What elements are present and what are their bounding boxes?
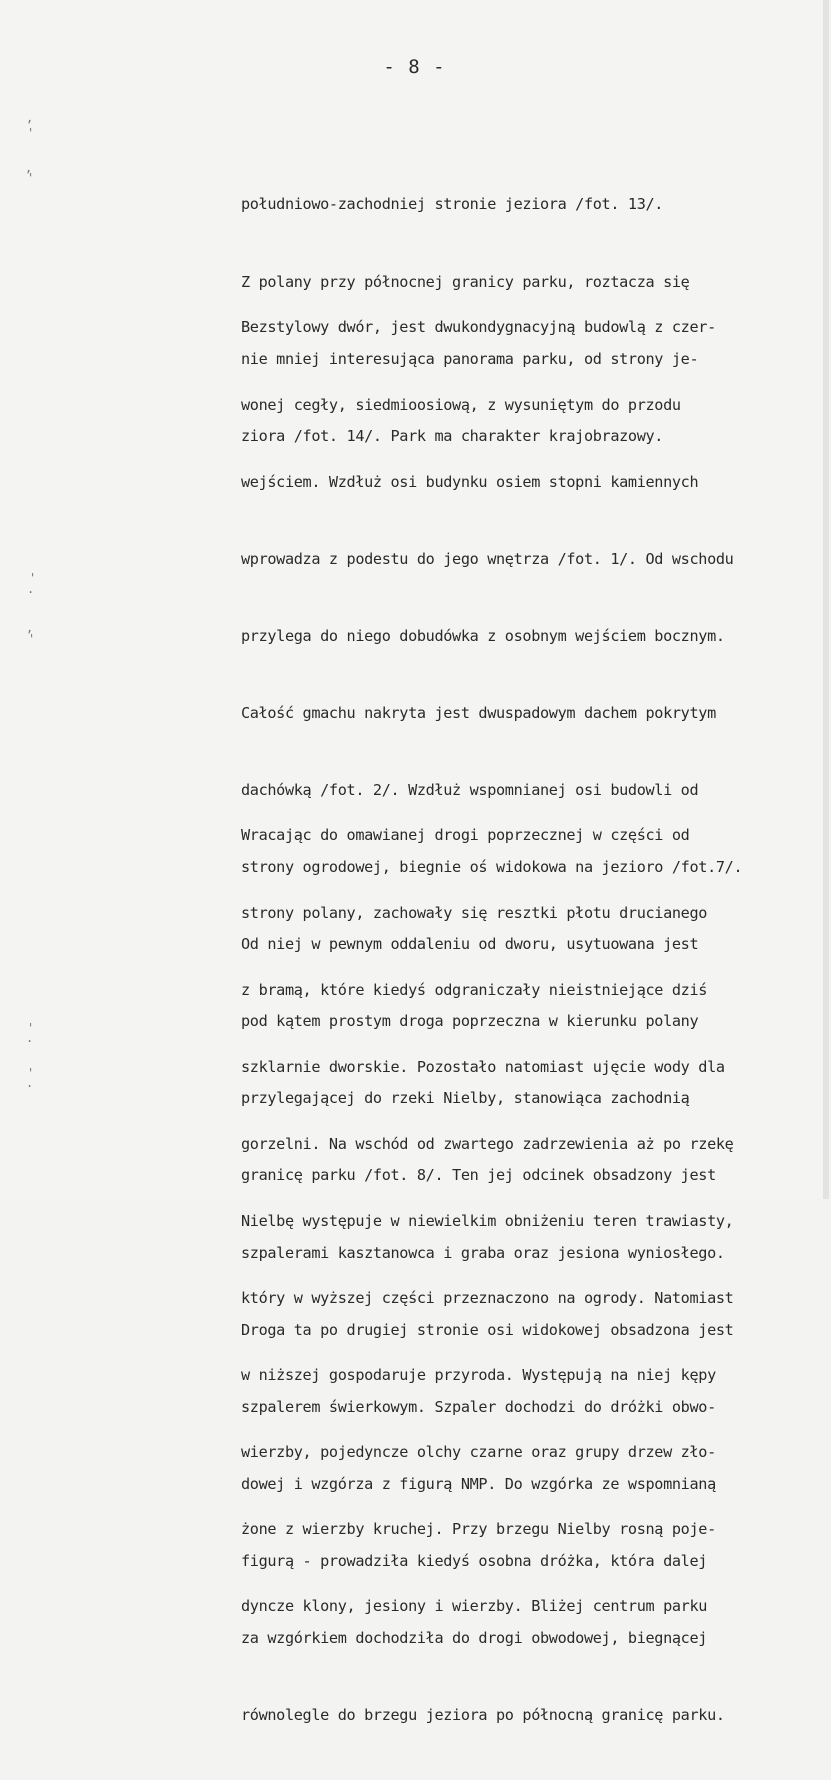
text-line: Droga ta po drugiej stronie osi widokowej obsadzona jest xyxy=(241,1320,734,1339)
text-line: nie mniej interesująca panorama parku, od strony je- xyxy=(241,349,699,368)
margin-mark: ' xyxy=(29,571,37,585)
text-line: południowo-zachodniej stronie jeziora /fot. 13/. xyxy=(241,195,664,214)
margin-mark: ' xyxy=(27,126,35,140)
margin-mark: ' xyxy=(27,1066,35,1080)
text-line: szklarnie dworskie. Pozostało natomiast ujęcie wody dla xyxy=(241,1057,725,1076)
text-line: wejściem. Wzdłuż osi budynku osiem stopni kamiennych xyxy=(241,472,699,491)
margin-mark: , xyxy=(26,111,34,125)
text-line: pod kątem prostym droga poprzeczna w kierunku polany xyxy=(241,1012,699,1031)
page-number: - 8 - xyxy=(383,56,446,78)
margin-mark: . xyxy=(27,582,35,596)
text-line: Nielbę występuje w niewielkim obniżeniu teren trawiasty, xyxy=(241,1211,734,1230)
text-line: żone z wierzby kruchej. Przy brzegu Nielby rosną poje- xyxy=(241,1520,716,1539)
margin-mark: . xyxy=(26,1031,34,1045)
text-line: równolegle do brzegu jeziora po północną granicę parku. xyxy=(241,1706,725,1725)
text-line: dachówką /fot. 2/. Wzdłuż wspomnianej osi budowli od xyxy=(241,780,699,799)
text-line: który w wyższej części przeznaczono na ogrody. Natomiast xyxy=(241,1288,734,1307)
text-line: przylega do niego dobudówka z osobnym wejściem bocznym. xyxy=(241,626,725,645)
text-line: strony ogrodowej, biegnie oś widokowa na jezioro /fot.7/. xyxy=(241,858,743,877)
text-line: ziora /fot. 14/. Park ma charakter krajobrazowy. xyxy=(241,426,664,445)
text-line: wprowadza z podestu do jego wnętrza /fot. 1/. Od wschodu xyxy=(241,549,734,568)
paragraph-3 xyxy=(241,772,831,1671)
text-line: Bezstylowy dwór, jest dwukondygnacyjną budowlą z czer- xyxy=(241,318,716,337)
text-line: Z polany przy północnej granicy parku, roztacza się xyxy=(241,272,690,291)
text-line: gorzelni. Na wschód od zwartego zadrzewienia aż po rzekę xyxy=(241,1134,734,1153)
text-line: wierzby, pojedyncze olchy czarne oraz grupy drzew zło- xyxy=(241,1443,716,1462)
margin-mark: . xyxy=(26,1076,34,1090)
text-line: Od niej w pewnym oddaleniu od dworu, usytuowana jest xyxy=(241,935,699,954)
text-line: w niższej gospodaruje przyroda. Występują na niej kępy xyxy=(241,1366,716,1385)
text-line: granicę parku /fot. 8/. Ten jej odcinek obsadzony jest xyxy=(241,1166,716,1185)
margin-mark: , xyxy=(26,621,34,635)
text-line: strony polany, zachowały się resztki płotu drucianego xyxy=(241,903,708,922)
text-line: dowej i wzgórza z figurą NMP. Do wzgórka ze wspomnianą xyxy=(241,1474,716,1493)
margin-mark: ' xyxy=(27,171,35,185)
text-line: szpalerem świerkowym. Szpaler dochodzi do dróżki obwo- xyxy=(241,1397,716,1416)
text-line: za wzgórkiem dochodziła do drogi obwodowej, biegnącej xyxy=(241,1629,708,1647)
text-line: Wracając do omawianej drogi poprzecznej w części od xyxy=(241,826,690,845)
text-line: figurą - prowadziła kiedyś osobna dróżka, która dalej xyxy=(241,1551,708,1570)
margin-mark: ' xyxy=(28,632,36,646)
margin-mark: ' xyxy=(27,1021,35,1035)
text-line: dyncze klony, jesiony i wierzby. Bliżej centrum parku xyxy=(241,1597,708,1616)
text-line: z bramą, które kiedyś odgraniczały nieistniejące dziś xyxy=(241,980,708,999)
text-line: przylegającej do rzeki Nielby, stanowiąca zachodnią xyxy=(241,1089,690,1108)
text-line: wonej cegły, siedmioosiową, z wysuniętym do przodu xyxy=(241,395,681,414)
margin-mark: , xyxy=(25,161,33,175)
text-line: Całość gmachu nakryta jest dwuspadowym dachem pokrytym xyxy=(241,703,716,722)
text-line: szpalerami kasztanowca i graba oraz jesiona wyniosłego. xyxy=(241,1243,725,1262)
